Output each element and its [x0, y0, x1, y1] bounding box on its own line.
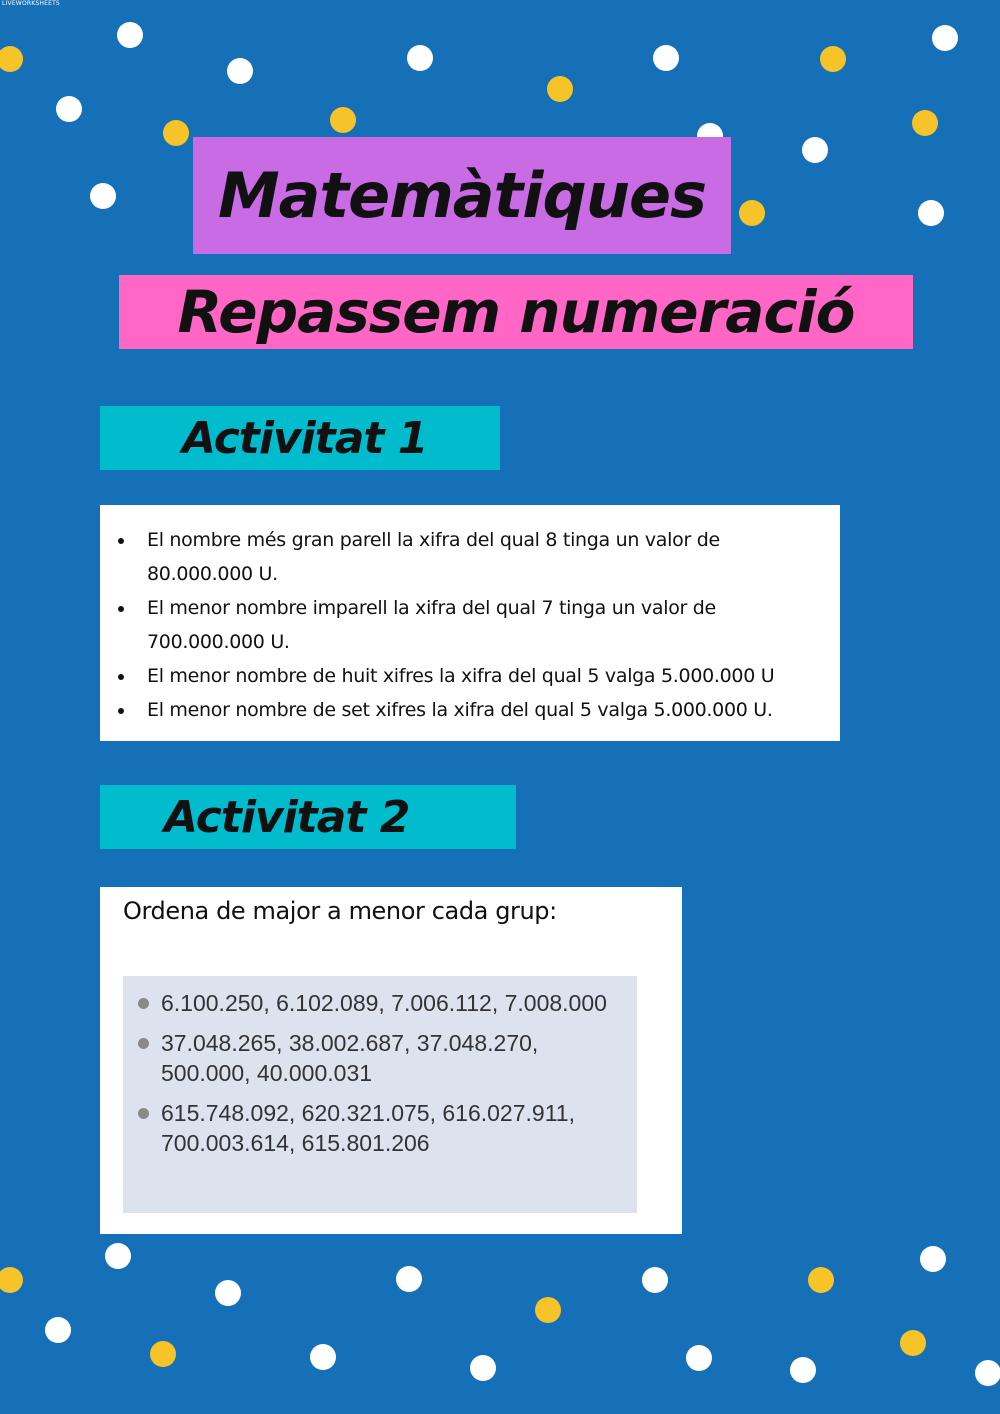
page-title: Matemàtiques	[217, 159, 707, 232]
polka-dot	[808, 1267, 834, 1293]
polka-dot	[117, 22, 143, 48]
polka-dot	[330, 107, 356, 133]
polka-dot	[0, 46, 23, 72]
polka-dot	[535, 1297, 561, 1323]
page-subtitle: Repassem numeració	[177, 278, 855, 346]
activity-2-title: Activitat 2	[164, 791, 410, 843]
list-item: 615.748.092, 620.321.075, 616.027.911, 700.003.614, 615.801.206	[138, 1098, 627, 1158]
watermark: LIVEWORKSHEETS	[2, 0, 60, 7]
list-item: El menor nombre imparell la xifra del qual 7 tinga un valor de 700.000.000 U.	[114, 591, 826, 659]
list-item: 6.100.250, 6.102.089, 7.006.112, 7.008.000	[138, 988, 627, 1018]
polka-dot	[900, 1330, 926, 1356]
polka-dot	[56, 96, 82, 122]
polka-dot	[310, 1344, 336, 1370]
activity-1-title: Activitat 1	[182, 412, 428, 464]
polka-dot	[45, 1317, 71, 1343]
polka-dot	[912, 110, 938, 136]
polka-dot	[547, 76, 573, 102]
polka-dot	[820, 46, 846, 72]
polka-dot	[802, 137, 828, 163]
polka-dot	[686, 1345, 712, 1371]
activity-2-list	[138, 988, 627, 1158]
polka-dot	[396, 1266, 422, 1292]
activity-1-header	[100, 406, 500, 470]
polka-dot	[932, 25, 958, 51]
subtitle-banner	[119, 275, 913, 349]
activity-1-list	[114, 523, 826, 727]
list-item: 37.048.265, 38.002.687, 37.048.270, 500.000, 40.000.031	[138, 1028, 627, 1088]
activity-2-groups-panel	[123, 976, 637, 1213]
polka-dot	[0, 1267, 23, 1293]
polka-dot	[642, 1267, 668, 1293]
activity-2-header	[100, 785, 516, 849]
polka-dot	[918, 200, 944, 226]
polka-dot	[215, 1280, 241, 1306]
polka-dot	[653, 45, 679, 71]
polka-dot	[150, 1341, 176, 1367]
polka-dot	[790, 1357, 816, 1383]
polka-dot	[163, 120, 189, 146]
polka-dot	[975, 1360, 1000, 1386]
polka-dot	[227, 58, 253, 84]
polka-dot	[105, 1243, 131, 1269]
polka-dot	[470, 1355, 496, 1381]
list-item: El nombre més gran parell la xifra del qual 8 tinga un valor de 80.000.000 U.	[114, 523, 826, 591]
activity-1-box	[100, 505, 840, 741]
polka-dot	[407, 45, 433, 71]
activity-2-box	[100, 887, 682, 1234]
list-item: El menor nombre de huit xifres la xifra del qual 5 valga 5.000.000 U	[114, 659, 826, 693]
polka-dot	[920, 1246, 946, 1272]
polka-dot	[90, 183, 116, 209]
list-item: El menor nombre de set xifres la xifra del qual 5 valga 5.000.000 U.	[114, 693, 826, 727]
polka-dot	[739, 200, 765, 226]
activity-2-instruction: Ordena de major a menor cada grup:	[123, 897, 557, 925]
title-banner	[193, 137, 731, 254]
